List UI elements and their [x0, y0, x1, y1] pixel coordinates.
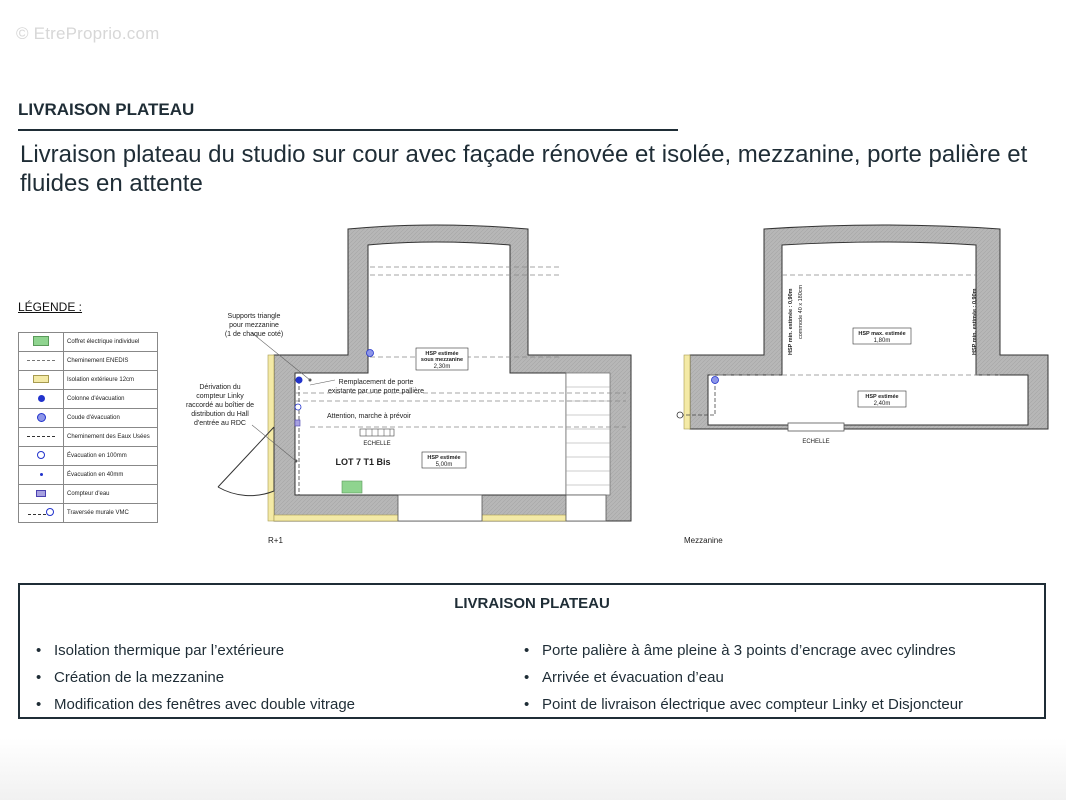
insulation-bottom-2: [482, 515, 566, 521]
electrical-box: [342, 481, 362, 493]
delivery-summary-box: [18, 583, 1046, 719]
mezz-hsp-value: 2,40m: [873, 401, 891, 407]
vmc-symbol: [28, 514, 46, 515]
hsp-mezz-value: 2,30m: [433, 364, 451, 370]
insulation-symbol: [33, 375, 49, 383]
legend-row: Évacuation en 100mm: [19, 447, 158, 466]
legend-row: Compteur d'eau: [19, 485, 158, 504]
drain-elbow-symbol: [37, 413, 46, 422]
legend-row: Coffret électrique individuel: [19, 333, 158, 352]
legend-row: Coude d'évacuation: [19, 409, 158, 428]
mezz-echelle: ECHELLE: [802, 439, 830, 445]
legend-table: [18, 332, 158, 523]
mezz-drain-elbow: [712, 377, 719, 384]
derivation-note-5: d'entrée au RDC: [194, 420, 246, 427]
hsp-mezz-label-2: sous mezzanine: [420, 357, 464, 363]
mezz-vmc: [677, 412, 683, 418]
hsp-mezz-label-1: HSP estimée: [425, 351, 459, 357]
list-item: • Isolation thermique par l’extérieure: [28, 637, 498, 664]
derivation-note-3: raccordé au boîtier de: [185, 402, 255, 409]
box-title: LIVRAISON PLATEAU: [454, 595, 610, 612]
porte-note-2: existante par une porte pallière: [327, 388, 425, 395]
hsp-value: 5,00m: [435, 462, 453, 468]
enedis-path-symbol: [27, 360, 55, 361]
drain-100: [295, 404, 301, 410]
drain-column: [296, 377, 303, 384]
watermark: © EtreProprio.com: [16, 24, 160, 43]
floor-plan-mezzanine: [670, 215, 1060, 550]
legend-row: Traversée murale VMC: [19, 504, 158, 523]
bottom-fade: [0, 738, 1066, 800]
window-bottom-1: [398, 495, 482, 521]
list-item: • Modification des fenêtres avec double vitrage: [28, 691, 498, 718]
derivation-note-1: Dérivation du: [199, 384, 241, 391]
wastewater-path-symbol: [27, 436, 55, 437]
insulation-bottom: [274, 515, 398, 521]
r1-caption: R+1: [268, 536, 283, 545]
mezz-commode: commode 40 x 180cm: [798, 284, 804, 339]
marche-note: Attention, marche à prévoir: [326, 413, 412, 420]
drain-elbow: [367, 350, 374, 357]
mezz-hsp-label: HSP estimée: [865, 394, 899, 400]
floor-plan-r1: [170, 215, 650, 550]
list-item: • Création de la mezzanine: [28, 664, 498, 691]
vmc-circle: [46, 508, 54, 516]
drain-100-symbol: [37, 451, 45, 459]
left-bullet-list: [28, 637, 498, 718]
headline: Livraison plateau du studio sur cour avec façade rénovée et isolée, mezzanine, porte palière et fluides en attente: [20, 141, 1028, 197]
right-bullet-list: [516, 637, 1046, 718]
legend-row: Colonne d'évacuation: [19, 390, 158, 409]
legend-title: LÉGENDE :: [18, 300, 83, 314]
supports-note-3: (1 de chaque coté): [224, 331, 284, 338]
legend-row: Cheminement des Eaux Usées: [19, 428, 158, 447]
lot-label: LOT 7 T1 Bis: [335, 457, 391, 467]
entry-door: [218, 427, 274, 496]
supports-note-1: Supports triangle: [227, 313, 281, 320]
drain-40-symbol: [40, 473, 43, 476]
porte-note-1: Remplacement de porte: [338, 379, 414, 386]
echelle-label: ECHELLE: [363, 441, 391, 447]
insulation-left: [268, 355, 274, 521]
hsp-label: HSP estimée: [427, 455, 461, 461]
derivation-note-4: distribution du Hall: [191, 411, 249, 418]
mezz-insulation: [684, 355, 690, 429]
mezz-hsp-min-left: HSP min. estimée : 0,90m: [788, 288, 794, 355]
legend-row: Évacuation en 40mm: [19, 466, 158, 485]
electrical-box-symbol: [33, 336, 49, 346]
drain-column-symbol: [38, 395, 45, 402]
section-title: LIVRAISON PLATEAU: [18, 100, 195, 119]
mezz-window: [788, 423, 844, 431]
supports-note-2: pour mezzanine: [229, 322, 279, 329]
stair-area: [566, 373, 610, 495]
list-item: • Arrivée et évacuation d’eau: [516, 664, 1046, 691]
legend-row: Cheminement ENEDIS: [19, 352, 158, 371]
title-divider: [18, 129, 678, 131]
water-meter-symbol: [36, 490, 46, 497]
window-bottom-2: [566, 495, 606, 521]
mezz-hsp-max-value: 1,80m: [873, 338, 891, 344]
mezz-hsp-min-right: HSP min. estimée : 0,90m: [972, 288, 978, 355]
legend-row: Isolation extérieure 12cm: [19, 371, 158, 390]
mezzanine-caption: Mezzanine: [684, 536, 723, 545]
water-meter: [295, 420, 300, 426]
list-item: • Porte palière à âme pleine à 3 points d’encrage avec cylindres: [516, 637, 1046, 664]
derivation-note-2: compteur Linky: [196, 393, 244, 400]
ladder: [360, 429, 394, 436]
list-item: • Point de livraison électrique avec compteur Linky et Disjoncteur: [516, 691, 1046, 718]
mezz-hsp-max-label: HSP max. estimée: [858, 331, 906, 337]
